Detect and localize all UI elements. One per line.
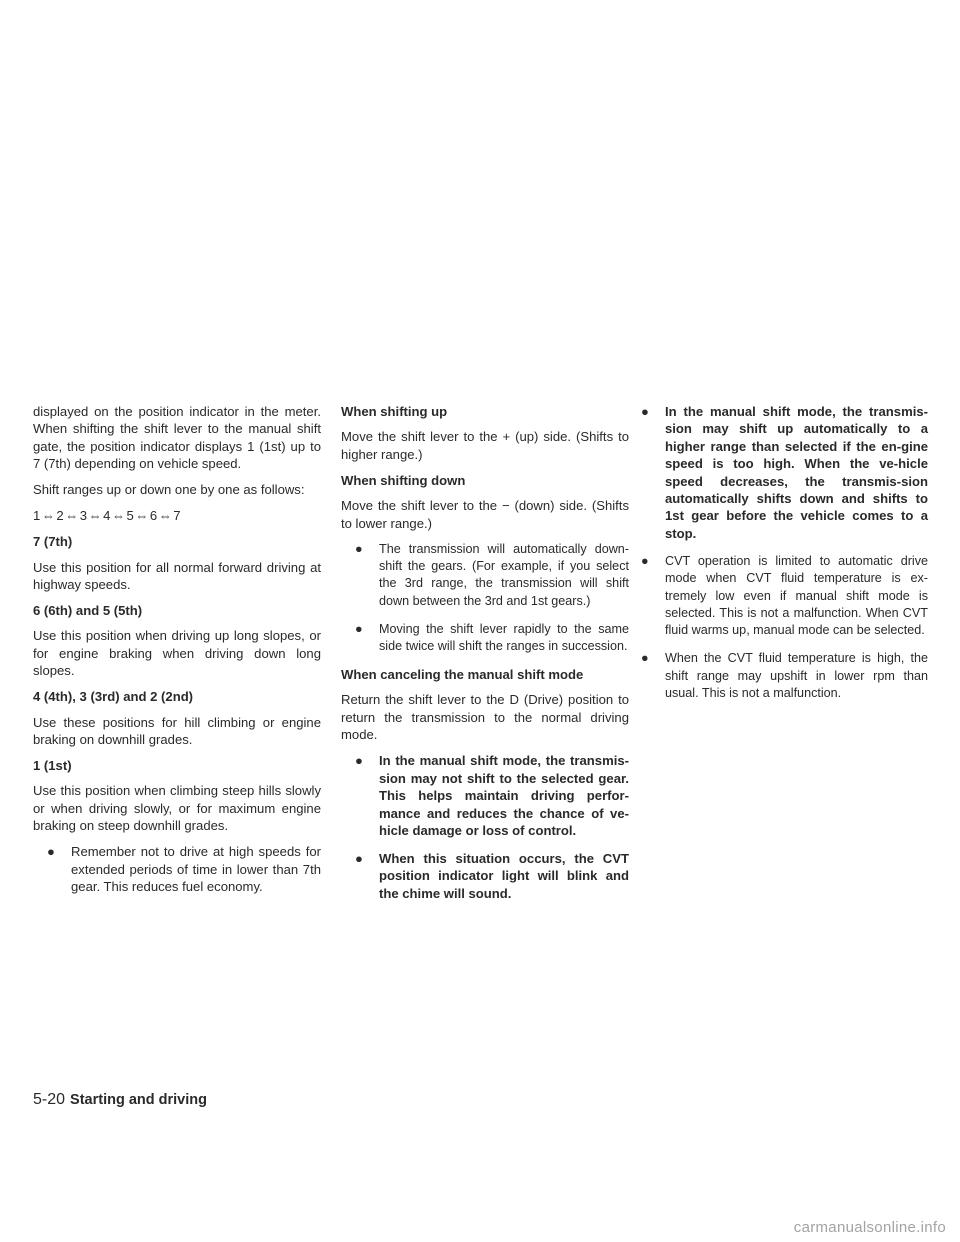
- bullet-icon: ●: [355, 621, 363, 636]
- page-footer: [33, 1091, 207, 1109]
- paragraph: Use this position when driving up long slopes, or for engine braking when driving down long slopes.: [33, 628, 321, 679]
- column-right: [640, 403, 928, 713]
- watermark: carmanualsonline.info: [793, 1219, 946, 1236]
- bullet-icon: ●: [641, 651, 649, 666]
- section-title: Starting and driving: [70, 1092, 207, 1108]
- bullet-text: In the manual shift mode, the transmis-sion may not shift to the selected gear. This helps maintain driving perfor-mance and reduces the chance of ve-hicle damage or loss of control.: [379, 753, 629, 838]
- bullet-item: [354, 621, 629, 656]
- bullet-text: The transmission will automatically down-shift the gears. (For example, if you select the 3rd range, the transmission will shift down between the 3rd and 1st gears.): [379, 541, 629, 608]
- bullet-icon: ●: [355, 753, 363, 769]
- heading-canceling-manual-mode: When canceling the manual shift mode: [341, 667, 584, 683]
- heading-shifting-down: When shifting down: [341, 472, 466, 488]
- paragraph: Use this position for all normal forward driving at highway speeds.: [33, 559, 321, 593]
- paragraph: Move the shift lever to the + (up) side. (Shifts to higher range.): [341, 429, 629, 462]
- paragraph: Use this position when climbing steep hills slowly or when driving slowly, or for maximum engine braking on steep downhill grades.: [33, 783, 321, 834]
- bullet-icon: ●: [355, 541, 363, 556]
- gear-sequence: 1⇔2⇔3⇔4⇔5⇔6⇔7: [33, 508, 183, 524]
- page-number: 5-20: [33, 1091, 66, 1108]
- paragraph: Use these positions for hill climbing or engine braking on downhill grades.: [33, 714, 321, 748]
- heading-4th-3rd-2nd: 4 (4th), 3 (3rd) and 2 (2nd): [33, 689, 194, 705]
- bullet-text: Moving the shift lever rapidly to the same side twice will shift the ranges in succession.: [379, 621, 629, 654]
- bullet-item: [354, 541, 629, 611]
- paragraph: Move the shift lever to the − (down) side. (Shifts to lower range.): [341, 498, 629, 531]
- bullet-item: [46, 843, 321, 895]
- bullet-icon: ●: [641, 553, 649, 568]
- column-left: [33, 403, 321, 906]
- paragraph: displayed on the position indicator in the meter. When shifting the shift lever to the manual shift gate, the position indicator displays 1 (1st) up to 7 (7th) depending on vehicle speed.: [33, 404, 321, 472]
- bullet-item-warning: [354, 752, 629, 839]
- paragraph: Shift ranges up or down one by one as follows:: [33, 482, 305, 498]
- bullet-text: When the CVT fluid temperature is high, the shift range may upshift in lower rpm than usual. This is not a malfunction.: [665, 651, 928, 701]
- heading-shifting-up: When shifting up: [341, 404, 448, 419]
- bullet-item: [640, 553, 928, 640]
- bullet-icon: ●: [47, 844, 55, 860]
- bullet-text: CVT operation is limited to automatic drive mode when CVT fluid temperature is ex-tremely low even if manual shift mode is selected. This is not a malfunction. When CVT fluid warms up, manual mode can be selected.: [665, 553, 928, 638]
- bullet-item-warning: [640, 403, 928, 542]
- bullet-item-warning: [354, 850, 629, 902]
- paragraph: Return the shift lever to the D (Drive) position to return the transmission to the normal driving mode.: [341, 692, 629, 743]
- column-middle: [341, 403, 629, 913]
- heading-1st: 1 (1st): [33, 758, 72, 774]
- bullet-text: Remember not to drive at high speeds for extended periods of time in lower than 7th gear. This reduces fuel economy.: [71, 844, 321, 895]
- bullet-icon: ●: [355, 850, 363, 866]
- bullet-text: When this situation occurs, the CVT position indicator light will blink and the chime will sound.: [379, 850, 629, 901]
- heading-7th: 7 (7th): [33, 534, 73, 550]
- heading-6th-5th: 6 (6th) and 5 (5th): [33, 603, 143, 619]
- bullet-text: In the manual shift mode, the transmis-sion may shift up automatically to a higher range than selected if the en-gine speed is too high. When the ve-hicle speed decreases, the transmis-sion automatically shifts down and shifts to 1st gear before the vehicle comes to a stop.: [665, 404, 928, 541]
- bullet-item: [640, 650, 928, 702]
- bullet-icon: ●: [641, 404, 649, 419]
